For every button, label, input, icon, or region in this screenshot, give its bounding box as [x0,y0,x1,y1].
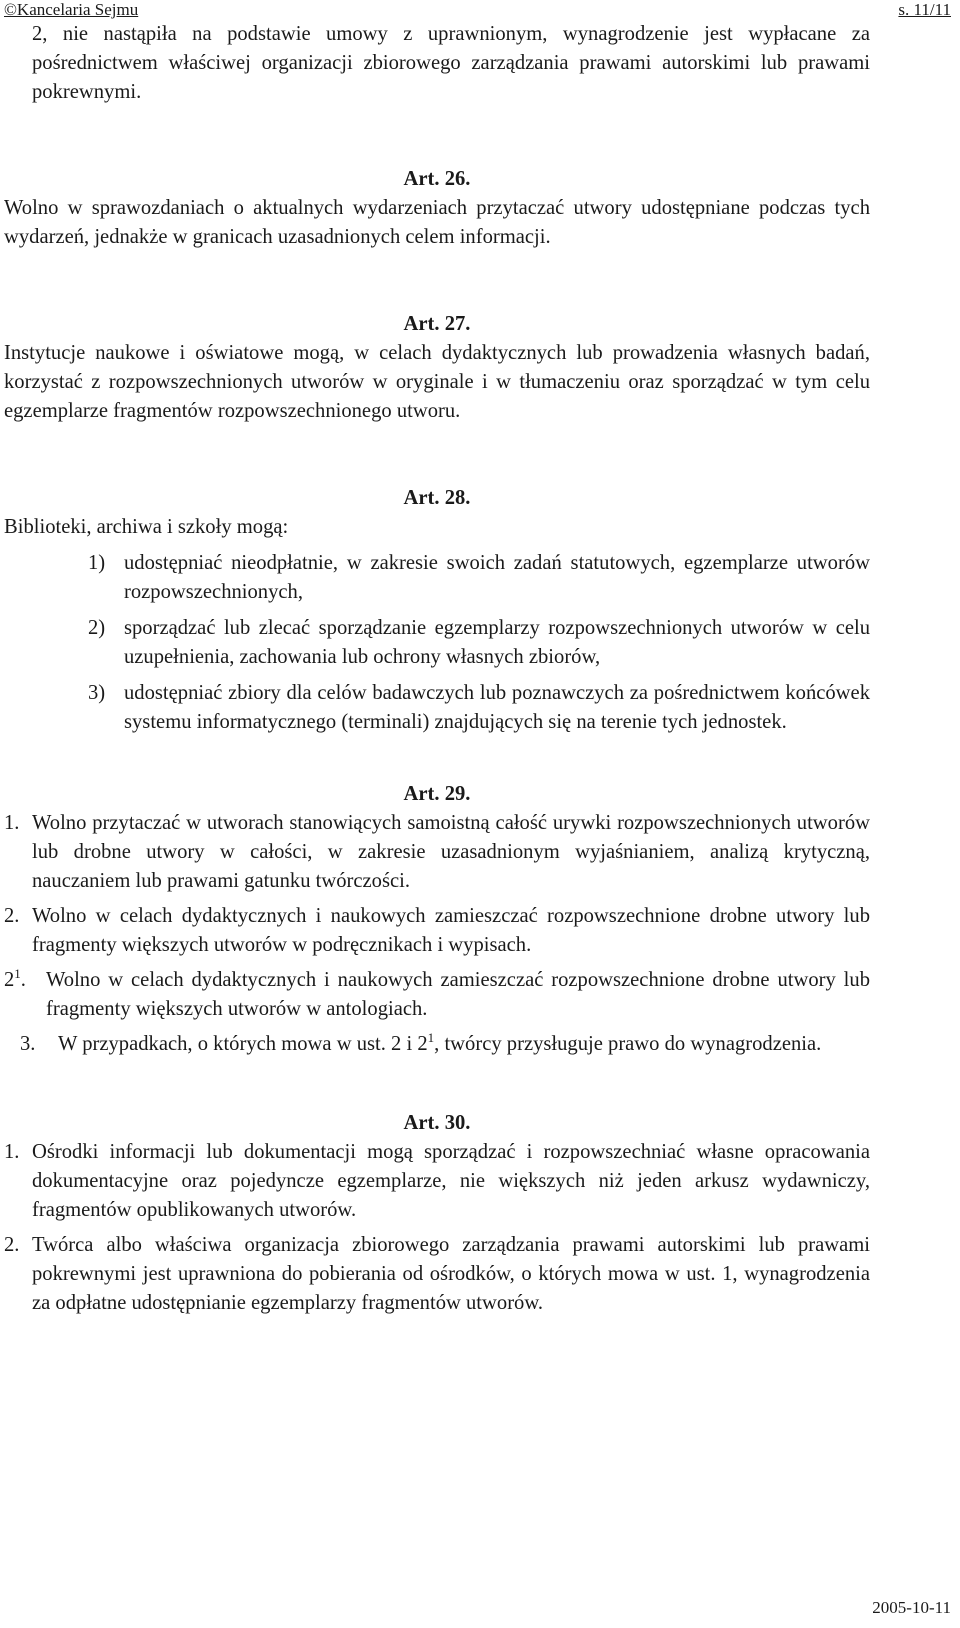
paragraph-text [46,1030,870,1059]
art-28-item-1 [88,549,870,607]
paragraph-text: Twórca albo właściwa organizacja zbiorowego zarządzania prawami autorskimi lub prawami pokrewnymi jest uprawniona do pobierania od ośrodków, o których mowa w ust. 1, wynagrodzenia za odpłatne udostępnianie egzemplarzy fragmentów utworów. [32,1234,870,1314]
art-29-par-2-1 [4,966,870,1024]
list-item-number: 1) [88,552,106,574]
document-body [4,20,870,1324]
paragraph-number: 1. [4,1141,20,1163]
paragraph-text: Ośrodki informacji lub dokumentacji mogą sporządzać i rozpowszechniać własne opracowania dokumentacyjne oraz pojedyncze egzemplarze, nie większych niż jeden arkusz wydawniczy, fragmentów opublikowanych utworów. [32,1141,870,1221]
paragraph-number: 2. [4,905,20,927]
list-item-number: 3) [88,682,106,704]
art-29-par-1 [4,809,870,896]
paragraph-number-dot: . [20,969,26,991]
art-26-text: Wolno w sprawozdaniach o aktualnych wydarzeniach przytaczać utwory udostępniane podczas tych wydarzeń, jednakże w granicach uzasadnionych celem informacji. [4,197,870,248]
paragraph-text: Wolno w celach dydaktycznych i naukowych zamieszczać rozpowszechnione drobne utwory lub fragmenty większych utworów w podręcznikach i wypisach. [32,905,870,956]
intro-paragraph: 2, nie nastąpiła na podstawie umowy z uprawnionym, wynagrodzenie jest wypłacane za pośrednictwem właściwej organizacji zbiorowego zarządzania prawami autorskimi lub prawami pokrewnymi. [32,23,870,103]
art-27-title: Art. 27. [403,313,471,335]
paragraph-number-base: 2 [4,969,15,991]
paragraph-superscript: 1 [427,1030,435,1046]
art-30-par-1 [4,1138,870,1225]
art-30-par-2 [4,1231,870,1318]
paragraph-text-part-b: , twórcy przysługuje prawo do wynagrodzenia. [434,1033,822,1055]
paragraph-number: 2. [4,1234,20,1256]
paragraph-number: 1. [4,812,20,834]
paragraph-number-superscript: 1 [14,966,21,982]
art-28-lead: Biblioteki, archiwa i szkoły mogą: [4,516,289,538]
paragraph-number: 3. [20,1033,36,1055]
header-publisher: ©Kancelaria Sejmu [4,0,139,19]
paragraph-number [4,966,32,1024]
list-item-number: 2) [88,617,106,639]
paragraph-text: Wolno w celach dydaktycznych i naukowych zamieszczać rozpowszechnione drobne utwory lub fragmenty większych utworów w antologiach. [46,969,870,1020]
art-29-par-3 [4,1030,870,1059]
paragraph-text: Wolno przytaczać w utworach stanowiących samoistną całość urywki rozpowszechnionych utworów lub drobne utwory w całości, w zakresie uzasadnionym wyjaśnianiem, analizą krytyczną, nauczaniem lub prawami gatunku twórczości. [32,812,870,892]
art-28-title: Art. 28. [403,487,471,509]
art-30-title: Art. 30. [403,1112,471,1134]
art-29-par-2 [4,902,870,960]
list-item-text: udostępniać nieodpłatnie, w zakresie swoich zadań statutowych, egzemplarze utworów rozpowszechnionych, [124,552,870,603]
art-28-item-3 [88,679,870,737]
list-item-text: udostępniać zbiory dla celów badawczych lub poznawczych za pośrednictwem końcówek systemu informatycznego (terminali) znajdujących się na terenie tych jednostek. [124,682,870,733]
footer-date: 2005-10-11 [872,1598,951,1617]
list-item-text: sporządzać lub zlecać sporządzanie egzemplarzy rozpowszechnionych utworów w celu uzupełnienia, zachowania lub ochrony własnych zbiorów, [124,617,870,668]
art-27-text: Instytucje naukowe i oświatowe mogą, w celach dydaktycznych lub prowadzenia własnych badań, korzystać z rozpowszechnionych utworów w oryginale i w tłumaczeniu oraz sporządzać w tym celu egzemplarze fragmentów rozpowszechnionego utworu. [4,342,870,422]
art-28-item-2 [88,614,870,672]
art-29-title: Art. 29. [403,783,471,805]
header-page-number: s. 11/11 [898,0,951,19]
paragraph-text-part-a: W przypadkach, o których mowa w ust. 2 i 2 [58,1033,428,1055]
art-26-title: Art. 26. [403,168,471,190]
